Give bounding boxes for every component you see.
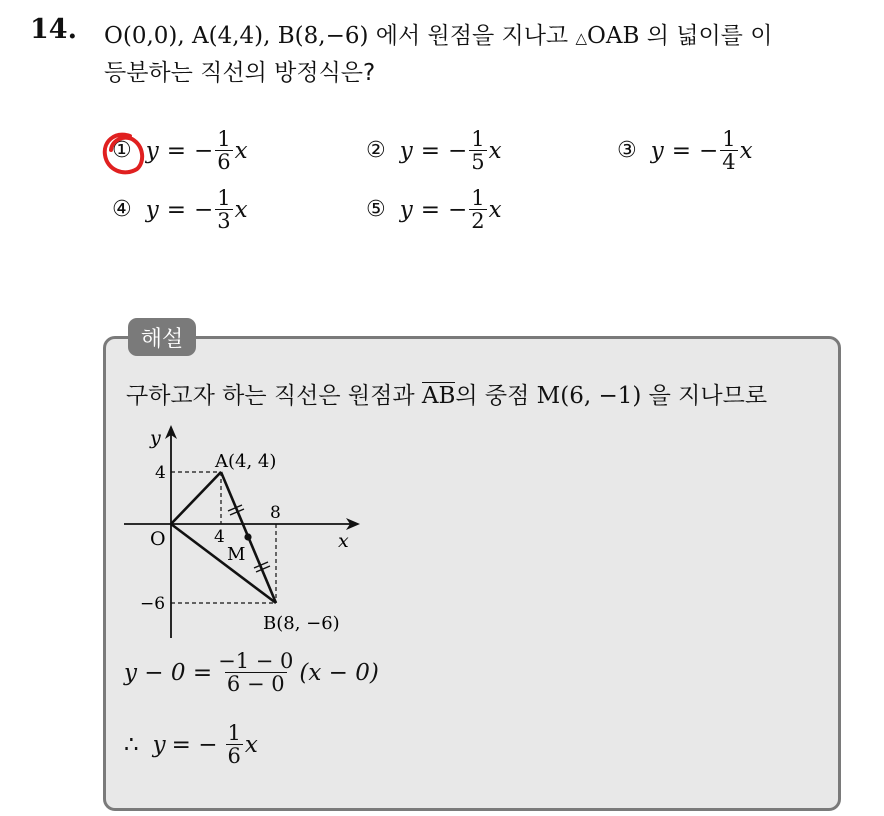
choice-lhs: y	[650, 137, 664, 164]
solution-text-c: 을 지나므로	[648, 383, 768, 409]
equals-sign: =	[420, 196, 441, 223]
solution-line-1	[126, 377, 767, 410]
choice-fraction	[215, 187, 232, 232]
tick-x8: 8	[270, 503, 281, 523]
numerator: 1	[217, 186, 231, 210]
numerator: 1	[471, 127, 485, 151]
eq1-tail: (x − 0)	[299, 659, 379, 686]
equation-2	[124, 722, 258, 767]
eq1-denominator: 6 − 0	[226, 672, 285, 696]
numerator: 1	[217, 127, 231, 151]
denominator: 4	[722, 150, 736, 174]
choice-5[interactable]	[366, 187, 502, 232]
choice-4[interactable]	[112, 187, 248, 232]
y-axis-label: y	[150, 427, 161, 449]
eq1-lhs: y − 0 =	[124, 659, 213, 686]
numerator: 1	[471, 186, 485, 210]
question-line-2: 등분하는 직선의 방정식은?	[104, 60, 376, 86]
equals-sign: =	[166, 196, 187, 223]
eq2-lhs: y	[152, 731, 166, 758]
tick-x4: 4	[214, 527, 225, 547]
point-b-label: B(8, −6)	[263, 613, 340, 634]
choice-3[interactable]	[617, 128, 753, 173]
origin-label: O	[150, 528, 166, 550]
eq2-var: x	[244, 731, 258, 758]
choice-lhs: y	[399, 196, 413, 223]
choice-var: x	[234, 137, 248, 164]
equals-sign: =	[166, 137, 187, 164]
segment-ab: AB	[421, 383, 456, 409]
eq2-sign: = −	[171, 731, 218, 758]
choice-var: x	[488, 137, 502, 164]
solution-tag: 해설	[128, 318, 196, 356]
eq1-numerator: −1 − 0	[218, 649, 294, 673]
question-number: 14.	[30, 14, 77, 45]
question-text-1-tail: 의 넓이를 이	[646, 23, 773, 49]
point-a-label: A(4, 4)	[215, 451, 277, 472]
segment-oa	[171, 472, 221, 524]
denominator: 3	[217, 209, 231, 233]
choice-number: ②	[366, 138, 386, 163]
choice-number: ⑤	[366, 197, 386, 222]
therefore-symbol: ∴	[124, 731, 139, 758]
choice-var: x	[488, 196, 502, 223]
question-line-1	[104, 17, 772, 50]
solution-text-b: 의 중점	[455, 383, 530, 409]
eq2-fraction	[226, 722, 243, 767]
equals-sign: =	[671, 137, 692, 164]
choice-fraction	[469, 128, 486, 173]
eq2-numerator: 1	[227, 721, 241, 745]
equation-1	[124, 650, 379, 695]
triangle-symbol: △	[575, 29, 588, 47]
triangle-name: OAB	[587, 23, 640, 49]
choice-sign: −	[194, 196, 214, 223]
question-text-1: 에서 원점을 지나고	[375, 23, 569, 49]
choice-lhs: y	[145, 196, 159, 223]
numerator: 1	[722, 127, 736, 151]
choice-lhs: y	[145, 137, 159, 164]
tick-ym6: −6	[140, 594, 166, 614]
choice-number: ④	[112, 197, 132, 222]
choice-number: ③	[617, 138, 637, 163]
choice-number: ①	[112, 138, 132, 163]
choice-sign: −	[448, 196, 468, 223]
denominator: 2	[471, 209, 485, 233]
choice-2[interactable]	[366, 128, 502, 173]
choice-sign: −	[194, 137, 214, 164]
solution-text-a: 구하고자 하는 직선은 원점과	[126, 383, 415, 409]
choice-fraction	[469, 187, 486, 232]
x-axis-label: x	[338, 530, 349, 552]
denominator: 5	[471, 150, 485, 174]
tick-y4: 4	[155, 463, 166, 483]
choice-fraction	[215, 128, 232, 173]
denominator: 6	[217, 150, 231, 174]
midpoint-dot	[244, 533, 251, 540]
midpoint-label: M(6, −1)	[536, 383, 642, 409]
eq2-denominator: 6	[227, 744, 241, 768]
choice-sign: −	[448, 137, 468, 164]
answer-mark-circle-icon	[100, 130, 146, 180]
choice-fraction	[720, 128, 737, 173]
choice-lhs: y	[399, 137, 413, 164]
choice-var: x	[234, 196, 248, 223]
eq1-fraction	[216, 650, 295, 695]
choice-sign: −	[699, 137, 719, 164]
question-points: O(0,0), A(4,4), B(8,−6)	[104, 23, 369, 49]
point-m-label: M	[227, 544, 246, 565]
equals-sign: =	[420, 137, 441, 164]
choice-var: x	[739, 137, 753, 164]
coordinate-diagram	[110, 420, 380, 645]
